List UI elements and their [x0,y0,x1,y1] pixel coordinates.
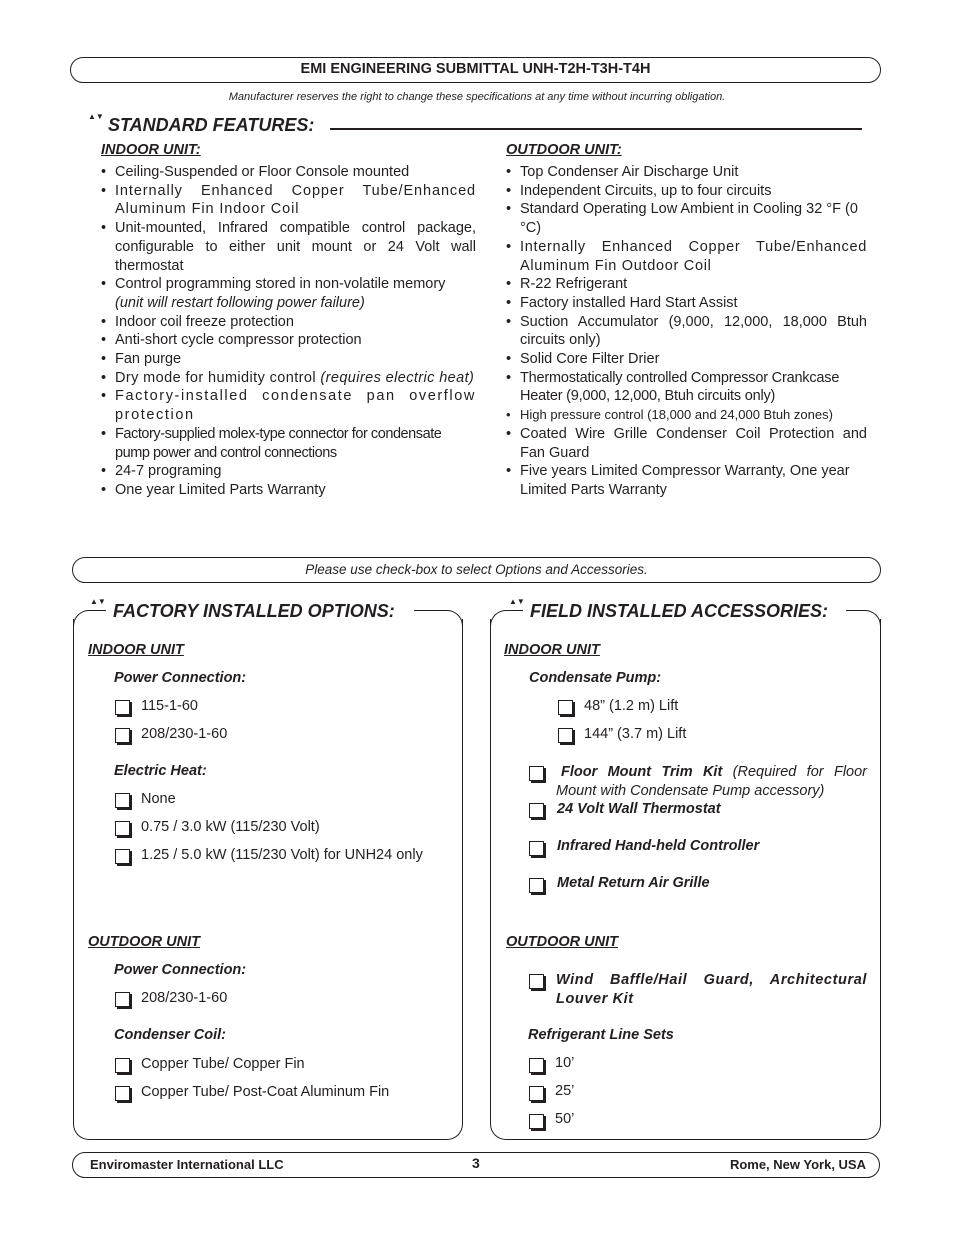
list-item: • One year Limited Parts Warranty [101,481,476,500]
list-item: • Indoor coil freeze protection [101,313,476,332]
list-item: • High pressure control (18,000 and 24,000 Btuh zones) [506,406,867,425]
page-number: 3 [472,1155,480,1171]
heat-note: (requires electric heat) [320,369,475,386]
option-label: 10’ [555,1055,575,1071]
list-item: • Unit-mounted, Infrared compatible control package, configurable to either unit mount or 24 Volt wall thermostat [101,219,476,275]
outdoor-power-checkbox[interactable] [115,992,130,1007]
list-item: • Ceiling-Suspended or Floor Console mounted [101,163,476,182]
panel-corner [490,610,506,626]
options-notice-banner [72,557,881,583]
baffle-label: Wind Baffle/Hail Guard, Architectural Louver Kit [556,972,867,1007]
document-title: EMI ENGINEERING SUBMITTAL UNH-T2H-T3H-T4H [300,61,651,77]
trim-kit-checkbox[interactable] [529,766,544,781]
title-rule [330,128,862,130]
option-label: 115-1-60 [141,698,198,714]
pump-144-checkbox[interactable] [558,728,573,743]
list-item: • Suction Accumulator (9,000, 12,000, 18,000 Btuh circuits only) [506,313,867,350]
power-208-checkbox[interactable] [115,728,130,743]
panel-corner [447,610,463,626]
list-item: • Standard Operating Low Ambient in Cooling 32 °F (0 °C) [506,200,867,237]
trim-kit-note: (Required for Floor Mount with Condensate Pump accessory) [556,764,868,799]
power-connection-heading: Power Connection: [114,670,247,686]
triangle-marker-icon: ▲▼ [88,112,104,121]
outdoor-feature-list [506,163,867,500]
list-item: • Top Condenser Air Discharge Unit [506,163,867,182]
condensate-pump-heading: Condensate Pump: [529,670,662,686]
factory-outdoor-heading: OUTDOOR UNIT [88,934,200,950]
trim-kit-label: Floor Mount Trim Kit [561,764,723,780]
list-item: • R-22 Refrigerant [506,275,867,294]
list-item: • Factory-installed condensate pan overflow protection [101,387,476,424]
triangle-marker-icon: ▲▼ [90,597,106,606]
list-item: • Anti-short cycle compressor protection [101,331,476,350]
pump-48-checkbox[interactable] [558,700,573,715]
option-label: 50’ [555,1111,575,1127]
factory-indoor-heading: INDOOR UNIT [88,642,184,658]
outdoor-unit-heading: OUTDOOR UNIT: [506,142,622,158]
option-label: 208/230-1-60 [141,726,228,742]
panel-top-edge [846,610,866,611]
list-item: • Control programming stored in non-volatile memory (unit will restart following power failure) [101,275,476,312]
controller-checkbox[interactable] [529,841,544,856]
list-item: • Internally Enhanced Copper Tube/Enhanced Aluminum Fin Indoor Coil [101,182,476,219]
header-banner [70,57,881,83]
list-item: • Five years Limited Compressor Warranty, One year Limited Parts Warranty [506,462,867,499]
condenser-coil-heading: Condenser Coil: [114,1027,226,1043]
disclaimer-notice: Manufacturer reserves the right to change these specifications at any time without incurring obligation. [228,91,726,103]
option-label: 25’ [555,1083,575,1099]
list-item: • Dry mode for humidity control (requires electric heat) [101,369,476,388]
panel-corner [73,610,89,626]
grille-label: Metal Return Air Grille [557,875,710,891]
panel-top-edge [88,610,106,611]
panel-top-edge [414,610,447,611]
list-item: • Independent Circuits, up to four circuits [506,182,867,201]
baffle-checkbox[interactable] [529,974,544,989]
option-label: None [141,791,176,807]
list-item: • 24-7 programing [101,462,476,481]
thermostat-label: 24 Volt Wall Thermostat [557,801,721,817]
list-item: • Thermostatically controlled Compressor Crankcase Heater (9,000, 12,000, Btuh circuits only) [506,369,867,406]
field-accessories-title: FIELD INSTALLED ACCESSORIES: [530,601,829,621]
heat-none-checkbox[interactable] [115,793,130,808]
line-set-10-checkbox[interactable] [529,1058,544,1073]
option-label: Copper Tube/ Copper Fin [141,1056,305,1072]
indoor-feature-list [101,163,476,500]
coil-postcoat-checkbox[interactable] [115,1086,130,1101]
coil-copper-checkbox[interactable] [115,1058,130,1073]
field-outdoor-heading: OUTDOOR UNIT [506,934,618,950]
electric-heat-heading: Electric Heat: [114,763,207,779]
option-label: 0.75 / 3.0 kW (115/230 Volt) [141,819,320,835]
panel-top-edge [505,610,523,611]
option-label: 1.25 / 5.0 kW (115/230 Volt) for UNH24 only [141,847,423,863]
power-115-checkbox[interactable] [115,700,130,715]
line-set-50-checkbox[interactable] [529,1114,544,1129]
outdoor-power-heading: Power Connection: [114,962,247,978]
list-item: • Solid Core Filter Drier [506,350,867,369]
standard-features-title: STANDARD FEATURES: [108,115,315,135]
heat-125-checkbox[interactable] [115,849,130,864]
list-item: • Factory-supplied molex-type connector for condensate pump power and control connections [101,425,476,462]
restart-note: (unit will restart following power failure) [115,294,365,311]
option-label: 48” (1.2 m) Lift [584,698,679,714]
list-item: • Internally Enhanced Copper Tube/Enhanced Aluminum Fin Outdoor Coil [506,238,867,275]
heat-075-checkbox[interactable] [115,821,130,836]
list-item: • Coated Wire Grille Condenser Coil Protection and Fan Guard [506,425,867,462]
list-item: • Factory installed Hard Start Assist [506,294,867,313]
line-sets-heading: Refrigerant Line Sets [528,1027,674,1043]
option-label: Copper Tube/ Post-Coat Aluminum Fin [141,1084,390,1100]
controller-label: Infrared Hand-held Controller [557,838,760,854]
footer-location: Rome, New York, USA [729,1157,866,1172]
field-indoor-heading: INDOOR UNIT [504,642,600,658]
thermostat-checkbox[interactable] [529,803,544,818]
footer-company: Enviromaster International LLC [90,1157,284,1172]
factory-options-title: FACTORY INSTALLED OPTIONS: [113,601,395,621]
indoor-unit-heading: INDOOR UNIT: [101,142,201,158]
line-set-25-checkbox[interactable] [529,1086,544,1101]
grille-checkbox[interactable] [529,878,544,893]
list-item: • Fan purge [101,350,476,369]
option-label: 208/230-1-60 [141,990,228,1006]
option-label: 144” (3.7 m) Lift [584,726,687,742]
trim-kit-option [556,763,867,801]
panel-corner [865,610,881,626]
options-notice: Please use check-box to select Options and Accessories. [305,562,648,577]
triangle-marker-icon: ▲▼ [509,597,525,606]
